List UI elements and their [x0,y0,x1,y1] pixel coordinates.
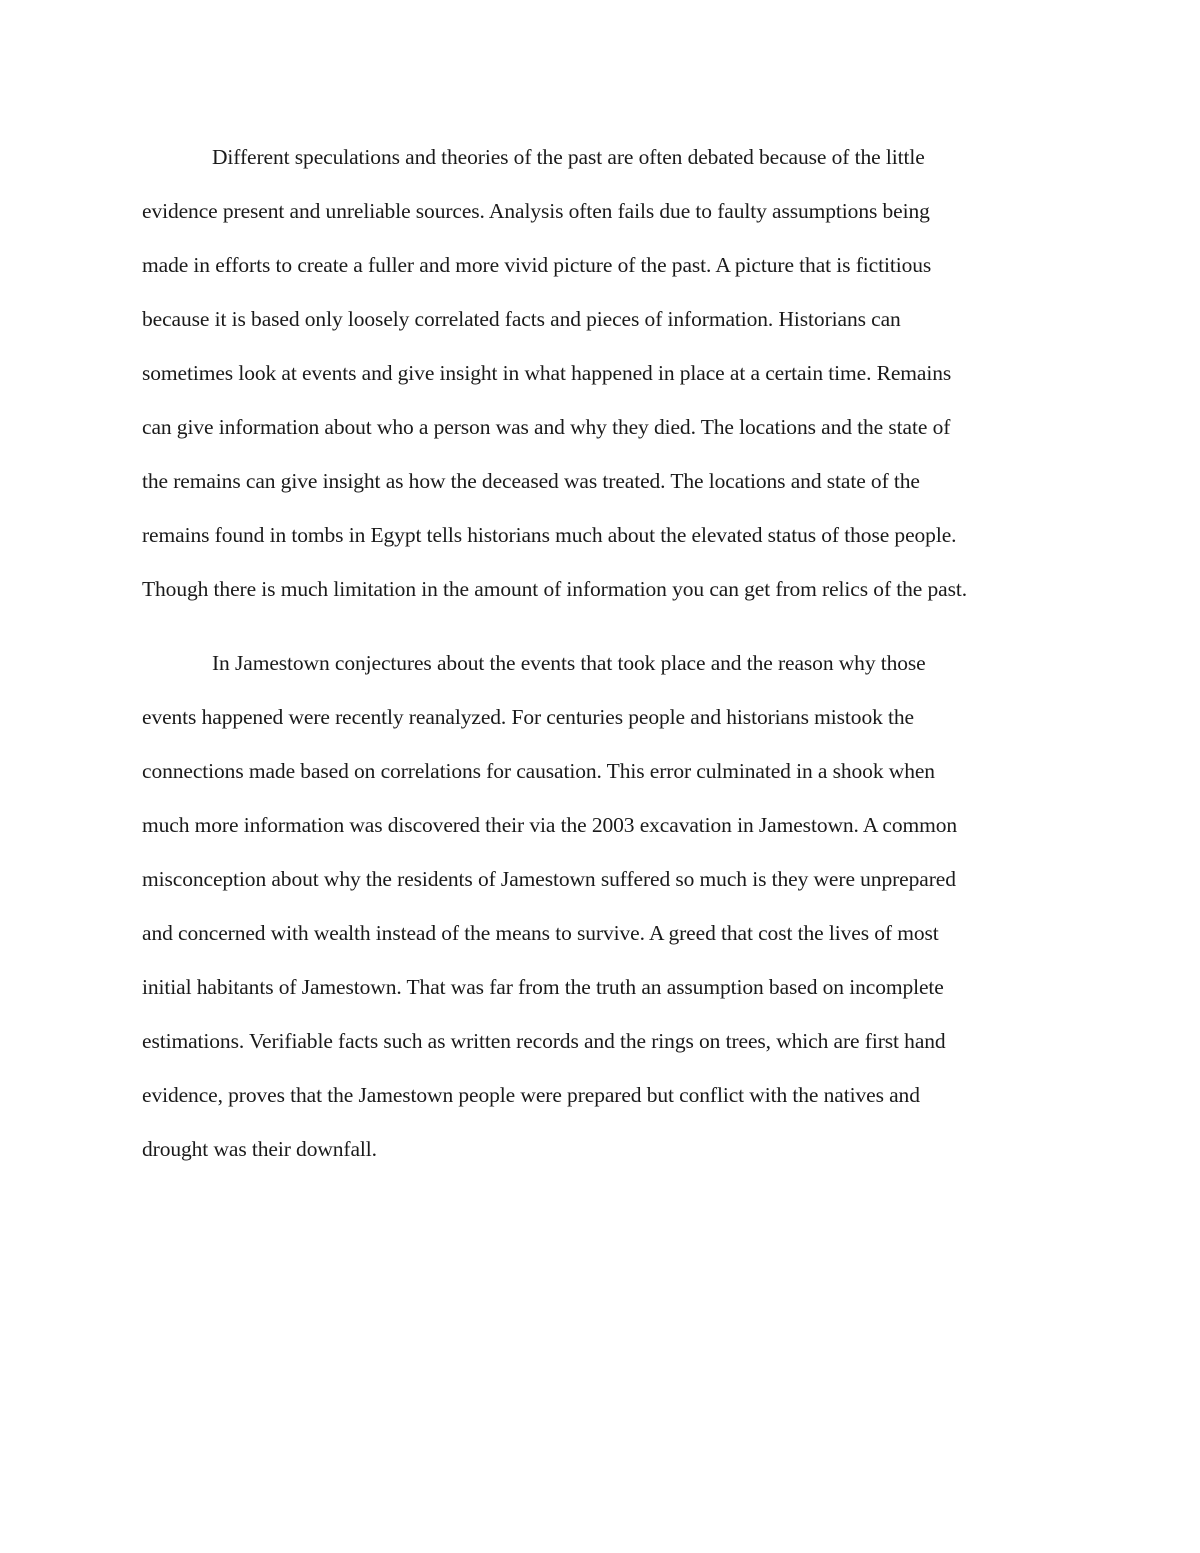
paragraph-1-line-8: remains found in tombs in Egypt tells historians much about the elevated status of those people. [142,523,957,547]
paragraph-1-line-1: Different speculations and theories of the past are often debated because of the little [212,145,925,169]
paragraph-1-line-2: evidence present and unreliable sources. Analysis often fails due to faulty assumptions being [142,199,930,223]
paragraph-1-line-5: sometimes look at events and give insight in what happened in place at a certain time. Remains [142,361,952,385]
paragraph-1-line-7: the remains can give insight as how the deceased was treated. The locations and state of the [142,469,920,493]
paragraph-2-line-4: much more information was discovered their via the 2003 excavation in Jamestown. A common [142,813,958,837]
paragraph-1-line-9: Though there is much limitation in the amount of information you can get from relics of the past. [142,577,968,601]
paragraph-2-line-9: evidence, proves that the Jamestown people were prepared but conflict with the natives and [142,1083,920,1107]
paragraph-2-line-6: and concerned with wealth instead of the means to survive. A greed that cost the lives of most [142,921,939,945]
paragraph-1-line-4: because it is based only loosely correlated facts and pieces of information. Historians can [142,307,901,331]
paragraph-2-line-5: misconception about why the residents of Jamestown suffered so much is they were unprepared [142,867,956,891]
paragraph-2-line-1: In Jamestown conjectures about the events that took place and the reason why those [212,651,926,675]
paragraph-2-line-3: connections made based on correlations for causation. This error culminated in a shook when [142,759,935,783]
paragraph-2-line-8: estimations. Verifiable facts such as written records and the rings on trees, which are first hand [142,1029,946,1053]
paragraph-1-line-3: made in efforts to create a fuller and more vivid picture of the past. A picture that is fictitious [142,253,932,277]
paragraph-2-line-7: initial habitants of Jamestown. That was far from the truth an assumption based on incomplete [142,975,944,999]
paragraph-2-line-10: drought was their downfall. [142,1137,377,1161]
paragraph-2-line-2: events happened were recently reanalyzed. For centuries people and historians mistook the [142,705,914,729]
paragraph-1-line-6: can give information about who a person was and why they died. The locations and the state of [142,415,951,439]
